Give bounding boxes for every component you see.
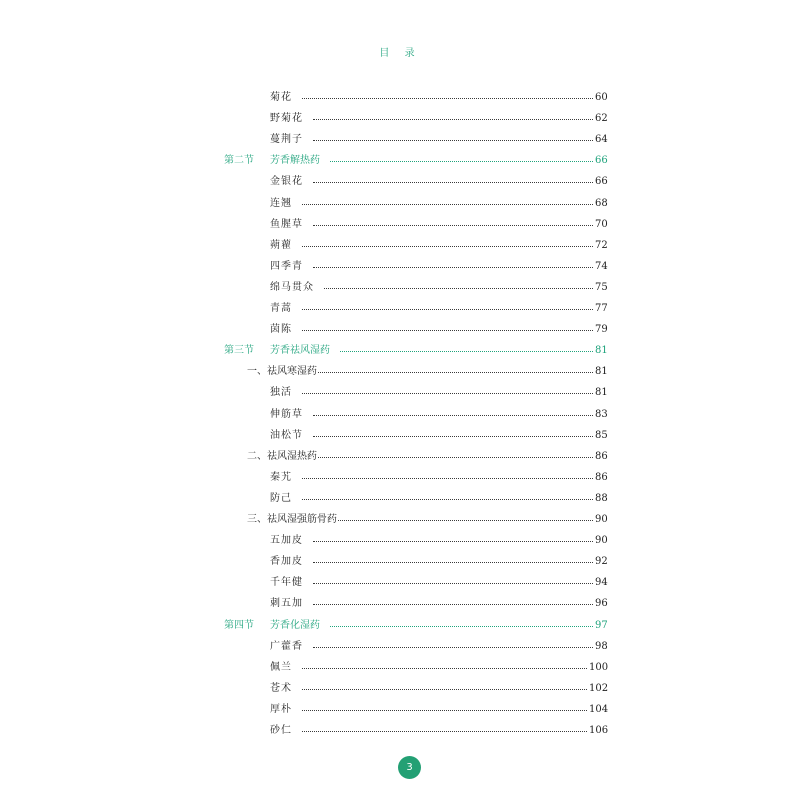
toc-entry-label: 厚朴 — [270, 703, 292, 715]
toc-entry-label: 蒴藋 — [270, 239, 292, 251]
toc-page-number: 72 — [595, 239, 608, 251]
toc-entry-label: 防己 — [270, 492, 292, 504]
toc-entry-row[interactable] — [0, 215, 800, 235]
toc-dot-leader — [302, 309, 593, 310]
toc-entry-label: 香加皮 — [270, 556, 303, 568]
toc-dot-leader — [302, 393, 593, 394]
toc-dot-leader — [302, 499, 593, 500]
toc-page-number: 86 — [595, 471, 608, 483]
toc-dot-leader — [302, 668, 587, 669]
toc-entry-label: 三、祛风湿强筋骨药 — [247, 514, 337, 525]
toc-dot-leader — [313, 119, 593, 120]
toc-entry-label: 青蒿 — [270, 303, 292, 314]
page-number-badge: 3 — [398, 756, 421, 779]
toc-entry-row[interactable] — [0, 531, 800, 551]
toc-page-number: 81 — [595, 345, 608, 357]
toc-entry-row[interactable] — [0, 405, 800, 425]
toc-entry-label: 五加皮 — [270, 535, 303, 547]
toc-page-number: 70 — [595, 218, 608, 230]
toc-page-number: 85 — [595, 429, 608, 441]
toc-entry-label: 一、祛风寒湿药 — [247, 366, 317, 378]
toc-dot-leader — [302, 330, 593, 331]
toc-entry-label: 二、祛风湿热药 — [247, 450, 317, 462]
toc-page-number: 81 — [595, 366, 608, 378]
toc-entry-row[interactable] — [0, 468, 800, 488]
toc-page-number: 97 — [595, 619, 608, 631]
toc-page-number: 98 — [595, 640, 608, 652]
toc-dot-leader — [318, 457, 593, 458]
toc-entry-label: 芳香祛风湿药 — [270, 345, 330, 357]
toc-entry-row[interactable] — [0, 573, 800, 593]
toc-entry-row[interactable] — [0, 320, 800, 340]
toc-page-number: 86 — [595, 450, 608, 462]
toc-entry-label: 绵马贯众 — [270, 281, 314, 293]
toc-entry-label: 野菊花 — [270, 113, 303, 125]
toc-page-number: 62 — [595, 113, 608, 125]
toc-dot-leader — [330, 161, 593, 162]
toc-entry-label: 刺五加 — [270, 598, 303, 610]
toc-entry-label: 茵陈 — [270, 324, 292, 336]
toc-section-row[interactable] — [0, 341, 800, 361]
toc-page-number: 104 — [589, 703, 609, 715]
toc-dot-leader — [313, 647, 593, 648]
toc-entry-label: 伸筋草 — [270, 408, 303, 420]
toc-entry-label: 金银花 — [270, 176, 303, 188]
toc-entry-label: 连翘 — [270, 197, 292, 209]
page-header-title: 目 录 — [379, 48, 421, 59]
toc-dot-leader — [313, 225, 593, 226]
toc-entry-label: 广藿香 — [270, 640, 303, 652]
toc-section-number: 第三节 — [224, 345, 254, 357]
toc-dot-leader — [302, 689, 587, 690]
toc-dot-leader — [302, 710, 587, 711]
toc-dot-leader — [313, 541, 593, 542]
toc-section-row[interactable] — [0, 151, 800, 171]
toc-entry-label: 砂仁 — [270, 725, 292, 736]
toc-dot-leader — [318, 372, 593, 373]
toc-entry-label: 菊花 — [270, 92, 292, 103]
toc-entry-label: 千年健 — [270, 577, 303, 589]
toc-dot-leader — [313, 182, 593, 183]
toc-page-number: 88 — [595, 492, 608, 504]
toc-dot-leader — [302, 478, 593, 479]
toc-page-number: 102 — [589, 682, 609, 694]
toc-subsection-row[interactable] — [0, 510, 800, 530]
toc-entry-row[interactable] — [0, 257, 800, 277]
toc-dot-leader — [313, 604, 593, 605]
toc-page-number: 60 — [595, 92, 608, 103]
toc-dot-leader — [324, 288, 593, 289]
toc-dot-leader — [313, 436, 593, 437]
toc-entry-label: 苍术 — [270, 682, 292, 694]
toc-page-number: 79 — [595, 324, 608, 336]
toc-entry-label: 油松节 — [270, 429, 303, 441]
toc-page-number: 68 — [595, 197, 608, 209]
toc-entry-row[interactable] — [0, 172, 800, 192]
toc-section-row[interactable] — [0, 616, 800, 636]
toc-page-number: 64 — [595, 134, 608, 146]
toc-entry-row[interactable] — [0, 88, 800, 108]
toc-entry-label: 佩兰 — [270, 661, 292, 673]
toc-section-number: 第四节 — [224, 619, 254, 631]
toc-page-number: 77 — [595, 303, 608, 314]
toc-entry-row[interactable] — [0, 679, 800, 699]
toc-entry-label: 芳香解热药 — [270, 155, 320, 167]
toc-entry-row[interactable] — [0, 426, 800, 446]
toc-dot-leader — [338, 520, 593, 521]
toc-dot-leader — [313, 583, 593, 584]
toc-entry-label: 芳香化湿药 — [270, 619, 320, 631]
toc-page-number: 100 — [589, 661, 609, 673]
toc-dot-leader — [330, 626, 593, 627]
toc-dot-leader — [302, 98, 593, 99]
toc-entry-row[interactable] — [0, 552, 800, 572]
toc-entry-row[interactable] — [0, 383, 800, 403]
toc-dot-leader — [340, 351, 593, 352]
toc-entry-label: 独活 — [270, 387, 292, 399]
toc-dot-leader — [313, 267, 593, 268]
toc-entry-label: 蔓荆子 — [270, 134, 303, 146]
toc-page-number: 81 — [595, 387, 608, 399]
toc-page-number: 74 — [595, 260, 608, 272]
toc-page-number: 96 — [595, 598, 608, 610]
toc-page-number: 94 — [595, 577, 608, 589]
toc-entry-row[interactable] — [0, 637, 800, 657]
toc-page-number: 90 — [595, 514, 608, 525]
toc-entry-row[interactable] — [0, 658, 800, 678]
toc-dot-leader — [302, 731, 587, 732]
toc-dot-leader — [313, 415, 593, 416]
toc-entry-row[interactable] — [0, 194, 800, 214]
toc-entry-row[interactable] — [0, 236, 800, 256]
toc-entry-label: 四季青 — [270, 260, 303, 272]
toc-entry-label: 秦艽 — [270, 471, 292, 483]
toc-entry-row[interactable] — [0, 721, 800, 741]
toc-page-number: 83 — [595, 408, 608, 420]
toc-subsection-row[interactable] — [0, 447, 800, 467]
toc-dot-leader — [302, 204, 593, 205]
toc-entry-row[interactable] — [0, 130, 800, 150]
toc-dot-leader — [313, 140, 593, 141]
toc-subsection-row[interactable] — [0, 362, 800, 382]
toc-page-number: 92 — [595, 556, 608, 568]
toc-entry-row[interactable] — [0, 299, 800, 319]
toc-page-number: 106 — [589, 725, 609, 736]
toc-entry-row[interactable] — [0, 278, 800, 298]
toc-page-number: 75 — [595, 281, 608, 293]
toc-entry-row[interactable] — [0, 109, 800, 129]
toc-dot-leader — [302, 246, 593, 247]
toc-entry-row[interactable] — [0, 489, 800, 509]
toc-entry-row[interactable] — [0, 594, 800, 614]
toc-entry-label: 鱼腥草 — [270, 218, 303, 230]
toc-entry-row[interactable] — [0, 700, 800, 720]
toc-page-number: 90 — [595, 535, 608, 547]
toc-page-number: 66 — [595, 155, 608, 167]
toc-page-number: 66 — [595, 176, 608, 188]
toc-section-number: 第二节 — [224, 155, 254, 167]
toc-dot-leader — [313, 562, 593, 563]
